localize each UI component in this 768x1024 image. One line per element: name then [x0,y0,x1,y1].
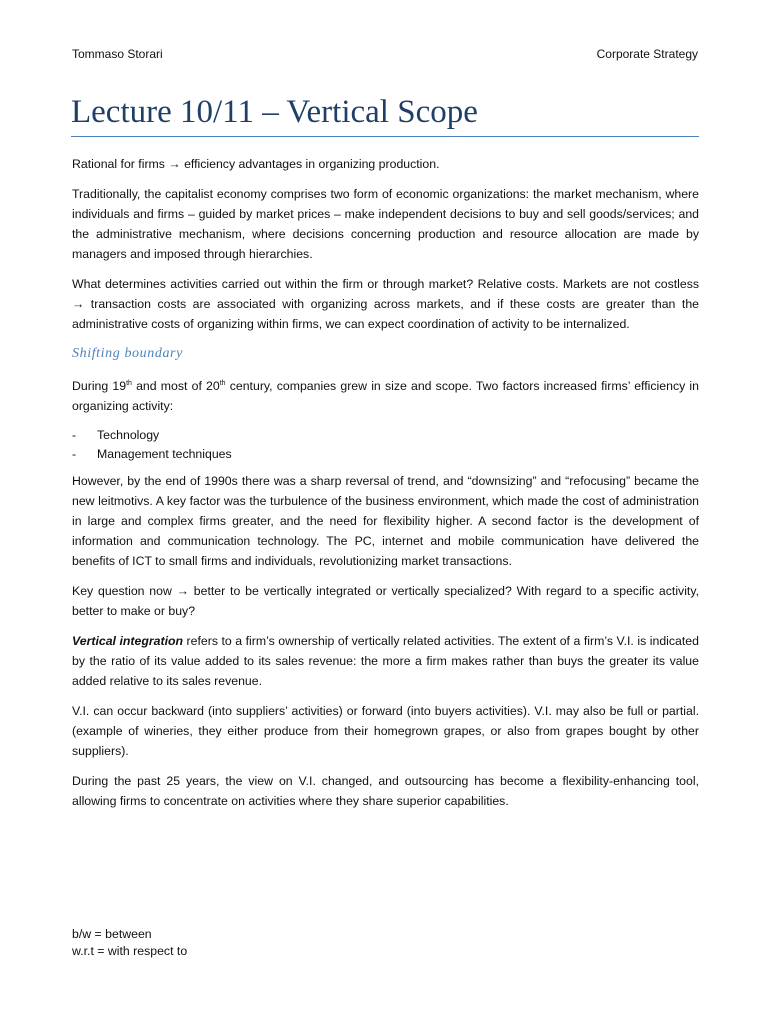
header-author: Tommaso Storari [72,47,163,61]
superscript-th-1: th [126,380,132,387]
title-divider [71,136,699,137]
paragraph-relative-costs: What determines activities carried out within the firm or through market? Relative costs. Markets are not costless → transaction costs are associated with organizing across markets, and if these costs are greater than the administrative costs of organizing within firms, we can expect coordination of activity to be internalized. [72,277,699,331]
paragraph-key-question: Key question now → better to be vertically integrated or vertically specialized? With regard to a specific activity, better to make or buy? [72,584,699,618]
header-course: Corporate Strategy [596,47,698,61]
superscript-th-2: th [219,380,226,387]
definition-text: refers to a firm’s ownership of vertically related activities. The extent of a firm’s V.I. is indicated by the ratio of its value added to its sales revenue: the more a firm makes rather than buys the greater its value added relative to its sales revenue. [72,634,699,688]
page-title: Lecture 10/11 – Vertical Scope [71,94,478,130]
paragraph-reversal-of-trend: However, by the end of 1990s there was a sharp reversal of trend, and “downsizing” and “refocusing” became the new leitmotivs. A key factor was the turbulence of the business environment, which made the cost of administration in large and complex firms greater, and the need for flexibility higher. A second factor is the development of information and communication technology. The PC, internet and mobile communication have delivered the benefits of ICT to small firms and individuals, revolutionizing market transactions. [72,474,699,568]
note-line: w.r.t = with respect to [72,944,188,958]
term-vertical-integration: Vertical integration [72,634,184,648]
intro-text-3: century, companies grew in size and scope. Two factors increased firms’ efficiency in organizing activity: [72,379,699,413]
bullet-dash: - [72,447,77,461]
paragraph-historical-growth [72,376,699,416]
intro-text-2: and most of 20 [131,379,220,393]
intro-text-1: During 19 [72,379,127,393]
paragraph-backward-forward: V.I. can occur backward (into suppliers’ activities) or forward (into buyers activities). V.I. may also be full or partial. (example of wineries, they either produce from their homegrown grapes, or also from grapes bought by other suppliers). [72,704,699,758]
list-item [72,426,699,445]
note-line: b/w = between [72,927,152,941]
document-body [72,154,699,821]
bullet-dash: - [72,428,77,442]
paragraph-rationale: Rational for firms → efficiency advantages in organizing production. [72,157,440,171]
paragraph-vertical-integration-definition [72,631,699,691]
paragraph-economic-organizations: Traditionally, the capitalist economy comprises two form of economic organizations: the market mechanism, where individuals and firms – guided by market prices – make independent decisions to buy and sell goods/services; and the administrative mechanism, where decisions concerning production and resource allocation are made by managers and imposed through hierarchies. [72,187,699,261]
list-item-text: Management techniques [97,447,232,461]
list-item [72,445,699,464]
factor-list [72,426,699,464]
section-heading: Shifting boundary [72,346,183,361]
paragraph-outsourcing: During the past 25 years, the view on V.I. changed, and outsourcing has become a flexibility-enhancing tool, allowing firms to concentrate on activities where they share superior capabilities. [72,774,699,808]
page-header [72,46,698,62]
abbreviation-notes [72,926,187,960]
list-item-text: Technology [97,428,160,442]
